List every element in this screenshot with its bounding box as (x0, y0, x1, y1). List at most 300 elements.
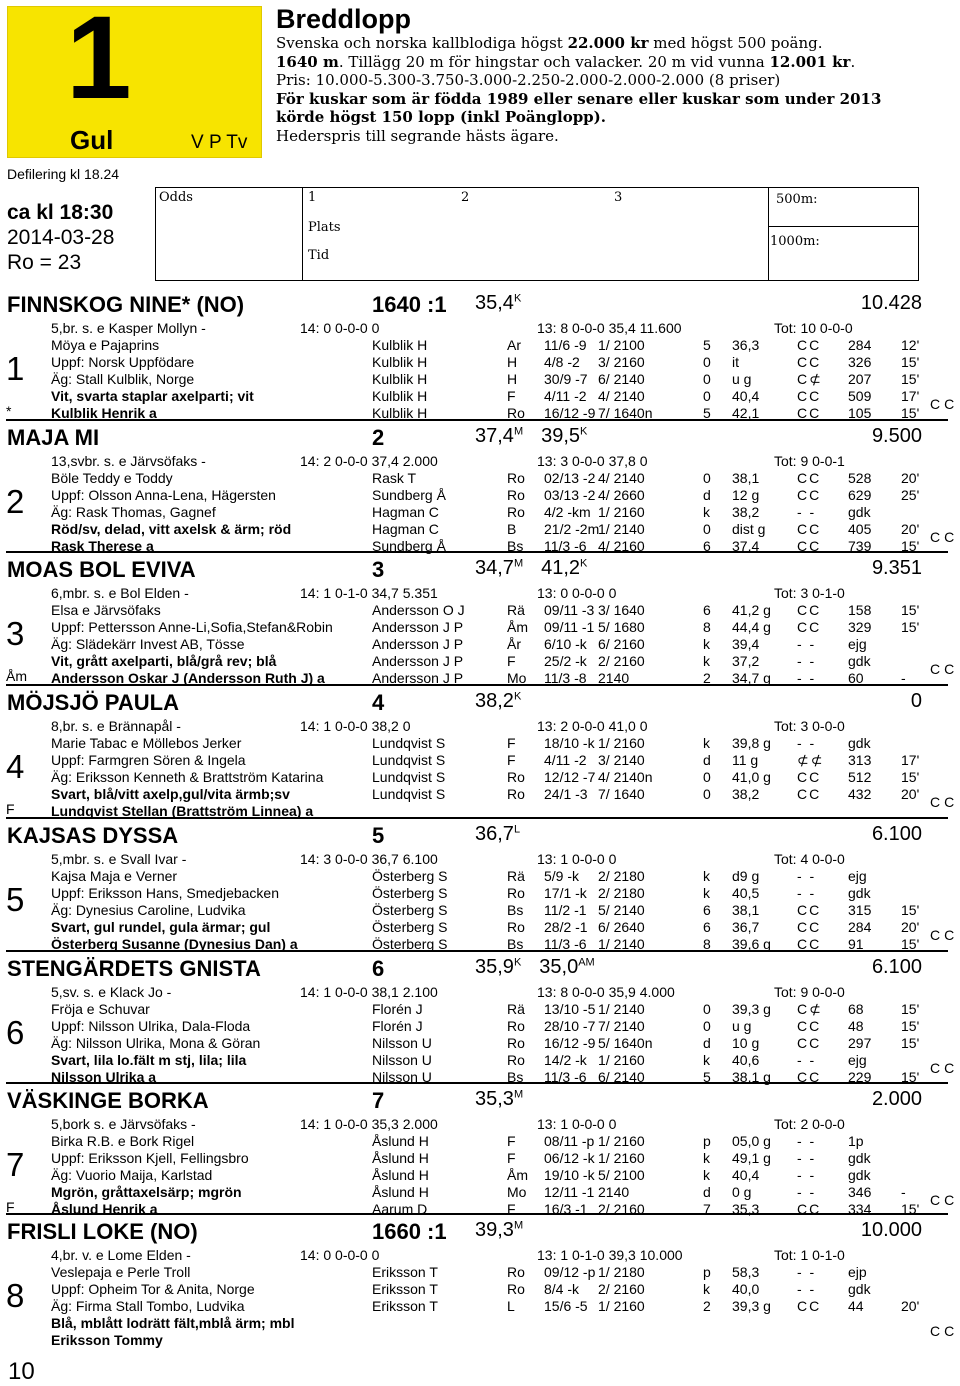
prev-year-stats: 13: 8 0-0-0 35,9 4.000 (537, 984, 675, 1000)
race-cell: 15' (901, 538, 920, 554)
race-cell: L (507, 1298, 515, 1314)
horse-info-line: Böle Teddy e Toddy (51, 470, 173, 486)
post-position: 1660 :1 (372, 1219, 447, 1244)
year-stats: 14: 1 0-0-0 35,3 2.000 (300, 1116, 438, 1132)
grid-1: 1 (308, 190, 317, 205)
condition-text: . (850, 52, 856, 71)
past-race-row (0, 1281, 960, 1298)
past-race-row (0, 337, 960, 354)
race-cell: Ro (507, 1264, 525, 1280)
race-cell: 629 (848, 487, 872, 503)
race-cell: gdk (848, 1281, 871, 1297)
race-cell: 7/ 2140 (598, 1018, 645, 1034)
driver-name: Sundberg Å (372, 538, 446, 554)
race-cell: CC (797, 902, 822, 918)
race-cell: 37,4 (732, 538, 760, 554)
race-cell: 15' (901, 936, 920, 952)
race-cell: 17' (901, 752, 920, 768)
horse-info-line: 4,br. v. e Lome Elden - (51, 1247, 191, 1263)
race-cell: 35,3 (732, 1201, 760, 1217)
past-race-row (0, 602, 960, 619)
race-cell: 20' (901, 1298, 920, 1314)
horse-entry (0, 557, 960, 689)
year-stats: 14: 0 0-0-0 0 (300, 1247, 380, 1263)
horse-name: MOAS BOL EVIVA (7, 557, 196, 582)
race-condition-line (276, 71, 956, 90)
race-cell: - - (797, 1150, 817, 1166)
race-cell: 38,2 (732, 786, 760, 802)
horse-divider (6, 950, 948, 952)
horse-name: KAJSAS DYSSA (7, 823, 179, 848)
total-stats: Tot: 9 0-0-1 (774, 453, 845, 469)
race-cell: CC (797, 538, 822, 554)
race-cell: 1p (848, 1133, 864, 1149)
post-position: 3 (372, 557, 385, 582)
horse-info-line: 13,svbr. s. e Järvsöfaks - (51, 453, 206, 469)
past-race-row (0, 388, 960, 405)
race-cell: 11/3 -6 (544, 936, 587, 952)
horse-info-line: Åslund Henrik a (51, 1201, 158, 1217)
past-race-row (0, 868, 960, 885)
race-cell: 37,2 (732, 653, 760, 669)
race-cell: Ro (507, 405, 525, 421)
condition-text: körde högst 150 lopp (inkl Poänglopp). (276, 108, 606, 126)
race-cell: 12/12 -7 (544, 769, 596, 785)
race-cell: H (507, 371, 518, 387)
race-cell: 5/ 2140 (598, 902, 645, 918)
race-cell: - - (797, 868, 817, 884)
race-cell: 2/ 2160 (598, 1201, 645, 1217)
race-cell: 12/11 -1 (544, 1184, 595, 1200)
race-cell: 8/4 -k (544, 1281, 580, 1297)
record-value: 38,2 (475, 690, 514, 712)
race-cell: - - (797, 1052, 817, 1068)
start-number: 1 (6, 350, 25, 387)
record-type: K (513, 690, 522, 703)
driver-name: Rask T (372, 470, 417, 486)
post-position: 1640 :1 (372, 292, 447, 317)
race-cell: 5/ 1680 (598, 619, 645, 635)
race-cell: gdk (848, 735, 871, 751)
race-cell: 4/ 2140n (598, 769, 653, 785)
race-cell: 34,7 g (732, 670, 771, 686)
race-cell: p (703, 1264, 711, 1280)
race-cell: F (507, 1133, 516, 1149)
race-cell: ejg (848, 868, 867, 884)
horse-info-line: Uppf: Pettersson Anne-Li,Sofia,Stefan&Robin (51, 619, 333, 635)
race-cell: Åm (507, 1167, 528, 1183)
race-cell: 08/11 -p (544, 1133, 595, 1149)
race-cell: 8 (703, 619, 711, 635)
past-race-row (0, 752, 960, 769)
race-cell: 20' (901, 470, 920, 486)
horse-info-line: Vit, svarta staplar axelparti; vit (51, 388, 254, 404)
start-number: 2 (6, 483, 25, 520)
record-type: K (513, 956, 522, 969)
horse-info-line: Äg: Vuorio Maija, Karlstad (51, 1167, 213, 1183)
post-position: 2 (372, 425, 385, 450)
race-cell: 346 (848, 1184, 872, 1200)
race-cell: - (901, 1184, 906, 1200)
horse-mark: * (6, 403, 12, 419)
race-cell: 329 (848, 619, 872, 635)
horse-info-line: 6,mbr. s. e Bol Elden - (51, 585, 189, 601)
grid-3: 3 (614, 190, 623, 205)
race-cell: 11/3 -6 (544, 538, 587, 554)
past-race-row (0, 769, 960, 786)
race-cell: 6/10 -k (544, 636, 587, 652)
driver-name: Florén J (372, 1001, 423, 1017)
grid-plats: Plats (308, 220, 341, 235)
horse-info-line: Kulblik Henrik a (51, 405, 157, 421)
race-cell: 6 (703, 919, 711, 935)
past-race-row (0, 1167, 960, 1184)
race-cell: 40,4 (732, 1167, 760, 1183)
race-cell: 36,7 (732, 919, 760, 935)
driver-name: Nilsson U (372, 1052, 432, 1068)
race-cell: 4/ 2160 (598, 538, 645, 554)
race-cell: 0 g (732, 1184, 752, 1200)
year-stats: 14: 1 0-1-0 34,7 5.351 (300, 585, 438, 601)
race-cell: Bs (507, 1069, 524, 1085)
race-cell: CC (797, 1035, 822, 1051)
race-cell: 60 (848, 670, 864, 686)
race-cell: k (703, 1281, 710, 1297)
grid-line (302, 188, 303, 280)
start-number: 4 (6, 748, 25, 785)
horse-info-line: 5,bork s. e Järvsöfaks - (51, 1116, 196, 1132)
race-cell: Ro (507, 786, 525, 802)
grid-tid: Tid (308, 248, 330, 263)
race-cell: 4/8 -2 (544, 354, 580, 370)
horse-info-line: 5,br. s. e Kasper Mollyn - (51, 320, 206, 336)
driver-name: Kulblik H (372, 388, 428, 404)
horse-info-line: Äg: Slädekärr Invest AB, Tösse (51, 636, 245, 652)
race-cell: 48 (848, 1018, 864, 1034)
race-cell: 1/ 2160 (598, 1150, 645, 1166)
driver-name: Andersson J P (372, 636, 464, 652)
record-type: M (513, 557, 524, 570)
horse-mark: Åm (6, 668, 27, 684)
race-cell: Ar (507, 337, 521, 353)
race-cell: ejp (848, 1264, 867, 1280)
past-race-row (0, 636, 960, 653)
horse-info-line: Äg: Firma Stall Tombo, Ludvika (51, 1298, 245, 1314)
race-cell: 0 (703, 354, 711, 370)
grid-line (768, 226, 918, 227)
race-cell: 20' (901, 786, 920, 802)
race-cell: p (703, 1133, 711, 1149)
race-cell: 28/10 -7 (544, 1018, 596, 1034)
race-cell: 38,1 g (732, 1069, 771, 1085)
race-cell: 2 (703, 670, 711, 686)
race-cell: 44 (848, 1298, 864, 1314)
race-cell: 15' (901, 602, 920, 618)
race-cell: Ro (507, 1052, 525, 1068)
race-cell: 02/13 -2 (544, 470, 596, 486)
race-cell: 15' (901, 1001, 920, 1017)
bet-types: V P Tv (191, 132, 248, 153)
race-cell: Rä (507, 1001, 525, 1017)
race-cell: År (507, 636, 521, 652)
horse-info-line: Elsa e Järvsöfaks (51, 602, 161, 618)
race-cell: 509 (848, 388, 872, 404)
earnings: 6.100 (871, 823, 922, 845)
horse-info-line: Svart, gul rundel, gula ärmar; gul (51, 919, 271, 935)
race-cell: 38,1 (732, 470, 760, 486)
race-cell: 4/11 -2 (544, 752, 587, 768)
race-badge (7, 0, 262, 158)
post-position: 4 (372, 690, 385, 715)
race-cell: Ro (507, 1281, 525, 1297)
race-cell: 0 (703, 769, 711, 785)
race-cell: 5/ 1640n (598, 1035, 653, 1051)
condition-text: 1640 m (276, 52, 339, 71)
race-cell: 1/ 2100 (598, 337, 645, 353)
earnings: 10.000 (860, 1219, 922, 1241)
record-type-2: K (580, 425, 588, 438)
race-cell: - - (797, 504, 817, 520)
race-cell: 315 (848, 902, 872, 918)
shoe-info: CC (930, 396, 959, 412)
horse-entry (0, 823, 960, 955)
record-time (475, 292, 521, 315)
race-cell: 6 (703, 602, 711, 618)
driver-name: Kulblik H (372, 354, 428, 370)
year-stats: 14: 0 0-0-0 0 (300, 320, 380, 336)
horse-divider (6, 551, 948, 553)
race-cell: 334 (848, 1201, 872, 1217)
race-cell: 15' (901, 1018, 920, 1034)
race-cell: 42,1 (732, 405, 760, 421)
race-cell: CC (797, 602, 822, 618)
past-race-row (0, 354, 960, 371)
race-cell: F (507, 388, 516, 404)
race-cell: 5 (703, 337, 711, 353)
post-position: 7 (372, 1088, 385, 1113)
race-number: 1 (66, 0, 132, 124)
race-cell: Rä (507, 868, 525, 884)
race-cell: gdk (848, 885, 871, 901)
race-cell: 15' (901, 1201, 920, 1217)
race-cell: k (703, 653, 710, 669)
race-cell: - - (797, 1133, 817, 1149)
horse-info-line: Nilsson Ulrika a (51, 1069, 157, 1085)
race-cell: 11 g (732, 752, 759, 768)
race-cell: 2 (703, 1298, 711, 1314)
start-time: ca kl 18:30 (7, 201, 114, 224)
horse-info-line: Äg: Eriksson Kenneth & Brattström Katarina (51, 769, 324, 785)
race-cell: 12 g (732, 487, 760, 503)
race-cell: 40,6 (732, 1052, 760, 1068)
race-cell: k (703, 504, 710, 520)
race-cell: CC (797, 354, 822, 370)
race-cell: CC (797, 521, 822, 537)
race-cell: d (703, 752, 711, 768)
race-cell: 39,6 g (732, 936, 771, 952)
driver-name: Åslund H (372, 1150, 429, 1166)
record-time (475, 823, 520, 846)
race-cell: - - (797, 653, 817, 669)
past-race-row (0, 504, 960, 521)
race-cell: 16/3 -1 (544, 1201, 588, 1217)
race-cell: 11/6 -9 (544, 337, 587, 353)
record-time (475, 1219, 523, 1242)
driver-name: Kulblik H (372, 405, 428, 421)
earnings: 0 (910, 690, 922, 712)
race-cell: 11/3 -8 (544, 670, 587, 686)
driver-name: Åslund H (372, 1184, 429, 1200)
driver-name: Andersson J P (372, 653, 464, 669)
record-value: 35,3 (475, 1088, 514, 1110)
horse-info-line: Äg: Dynesius Caroline, Ludvika (51, 902, 246, 918)
race-cell: 313 (848, 752, 872, 768)
driver-name: Kulblik H (372, 337, 428, 353)
race-cell: 15/6 -5 (544, 1298, 588, 1314)
horse-info-line: Andersson Oskar J (Andersson Ruth J) a (51, 670, 325, 686)
driver-name: Lundqvist S (372, 752, 446, 768)
race-cell: 6/ 2640 (598, 919, 645, 935)
past-race-row (0, 786, 960, 803)
race-cell: d9 g (732, 868, 760, 884)
record-time (475, 690, 521, 713)
race-cell: 39,3 g (732, 1001, 771, 1017)
race-cell: 6 (703, 902, 711, 918)
race-cell: 4/ 2660 (598, 487, 645, 503)
driver-name: Österberg S (372, 902, 448, 918)
race-cell: 4/2 -km (544, 504, 591, 520)
record-type: M (513, 1219, 524, 1232)
race-cell: 4/ 2140 (598, 470, 645, 486)
race-cell: 40,4 (732, 388, 760, 404)
race-cell: 11/3 -6 (544, 1069, 587, 1085)
horse-info-line: 8,br. s. e Brännapål - (51, 718, 181, 734)
race-cell: 528 (848, 470, 872, 486)
race-cell: Bs (507, 936, 524, 952)
start-number: 5 (6, 881, 25, 918)
race-cell: Bs (507, 538, 524, 554)
prev-year-stats: 13: 1 0-0-0 0 (537, 851, 617, 867)
record-time (475, 956, 595, 979)
driver-name: Nilsson U (372, 1035, 432, 1051)
horse-info-line: Svart, blå/vitt axelp,gul/vita ärmb;sv (51, 786, 290, 802)
race-cell: 24/1 -3 (544, 786, 588, 802)
race-cell: C⊄ (797, 371, 823, 387)
driver-name: Hagman C (372, 521, 439, 537)
race-cell: CC (797, 769, 822, 785)
race-cell: CC (797, 470, 822, 486)
race-cell: 15' (901, 619, 920, 635)
record-value: 35,4 (475, 292, 514, 314)
race-cell: F (507, 752, 516, 768)
race-cell: 229 (848, 1069, 872, 1085)
race-cell: 0 (703, 521, 711, 537)
race-cell: 5/ 2100 (598, 1167, 645, 1183)
race-cell: 16/12 -9 (544, 405, 596, 421)
race-cell: 3/ 2140 (598, 752, 645, 768)
past-race-row (0, 919, 960, 936)
race-cell: gdk (848, 653, 871, 669)
race-cell: 8 (703, 936, 711, 952)
race-cell: F (507, 735, 516, 751)
race-cell: CC (797, 1069, 822, 1085)
race-cell: 38,1 (732, 902, 760, 918)
record-value-2: 35,0 (539, 956, 579, 978)
race-cell: 30/9 -7 (544, 371, 588, 387)
race-cell: 284 (848, 919, 872, 935)
race-cell: CC (797, 405, 822, 421)
horse-name: STENGÄRDETS GNISTA (7, 956, 261, 981)
race-cell: ejg (848, 1052, 867, 1068)
horse-info-line: Uppf: Eriksson Hans, Smedjebacken (51, 885, 279, 901)
race-cell: 15' (901, 1069, 920, 1085)
year-stats: 14: 1 0-0-0 38,1 2.100 (300, 984, 438, 1000)
race-cell: - - (797, 1264, 817, 1280)
horse-info-line: Kajsa Maja e Verner (51, 868, 178, 884)
horse-name: VÄSKINGE BORKA (7, 1088, 209, 1113)
race-cell: 39,4 (732, 636, 760, 652)
horse-info-line: Äg: Stall Kulblik, Norge (51, 371, 195, 387)
condition-text: Svenska och norska kallblodiga högst (276, 34, 568, 52)
race-cell: Ro (507, 919, 525, 935)
race-cell: CC (797, 1018, 822, 1034)
race-condition-line (276, 53, 956, 72)
race-cell: 12' (901, 337, 920, 353)
total-stats: Tot: 2 0-0-0 (774, 1116, 845, 1132)
race-cell: 7/ 1640n (598, 405, 653, 421)
horse-entry (0, 425, 960, 557)
round: Ro = 23 (7, 251, 82, 274)
race-condition-line (276, 127, 956, 146)
race-cell: 1/ 2140 (598, 521, 645, 537)
race-cell: k (703, 868, 710, 884)
past-race-row (0, 1150, 960, 1167)
race-cell: 15' (901, 371, 920, 387)
race-cell: 09/12 -p (544, 1264, 596, 1280)
race-cell: 28/2 -1 (544, 919, 588, 935)
race-cell: Ro (507, 487, 525, 503)
race-cell: 11/2 -1 (544, 902, 587, 918)
past-race-row (0, 902, 960, 919)
race-cell: 6 (703, 538, 711, 554)
race-cell: 68 (848, 1001, 864, 1017)
horse-info-line: Uppf: Opheim Tor & Anita, Norge (51, 1281, 255, 1297)
race-cell: 5 (703, 405, 711, 421)
race-condition-line (276, 34, 956, 53)
race-cell: 40,5 (732, 885, 760, 901)
race-condition-line (276, 108, 956, 127)
race-cell: 6/ 2140 (598, 371, 645, 387)
race-cell: 4/11 -2 (544, 388, 587, 404)
horse-info-line: Uppf: Eriksson Kjell, Fellingsbro (51, 1150, 249, 1166)
race-cell: k (703, 885, 710, 901)
race-cell: 16/12 -9 (544, 1035, 596, 1051)
race-cell: 1/ 2160 (598, 1133, 645, 1149)
condition-text: med högst 500 poäng. (648, 34, 823, 52)
race-cell: 38,2 (732, 504, 760, 520)
race-cell: - - (797, 670, 817, 686)
start-number: 7 (6, 1146, 25, 1183)
race-cell: Ro (507, 885, 525, 901)
driver-name: Andersson J P (372, 670, 464, 686)
race-conditions (276, 4, 956, 145)
horse-divider (6, 684, 948, 686)
past-race-row (0, 470, 960, 487)
grid-500m: 500m: (776, 192, 818, 207)
horse-info-line: Äg: Nilsson Ulrika, Mona & Göran (51, 1035, 261, 1051)
race-cell: 20' (901, 521, 920, 537)
horse-mark: F (6, 1199, 15, 1215)
